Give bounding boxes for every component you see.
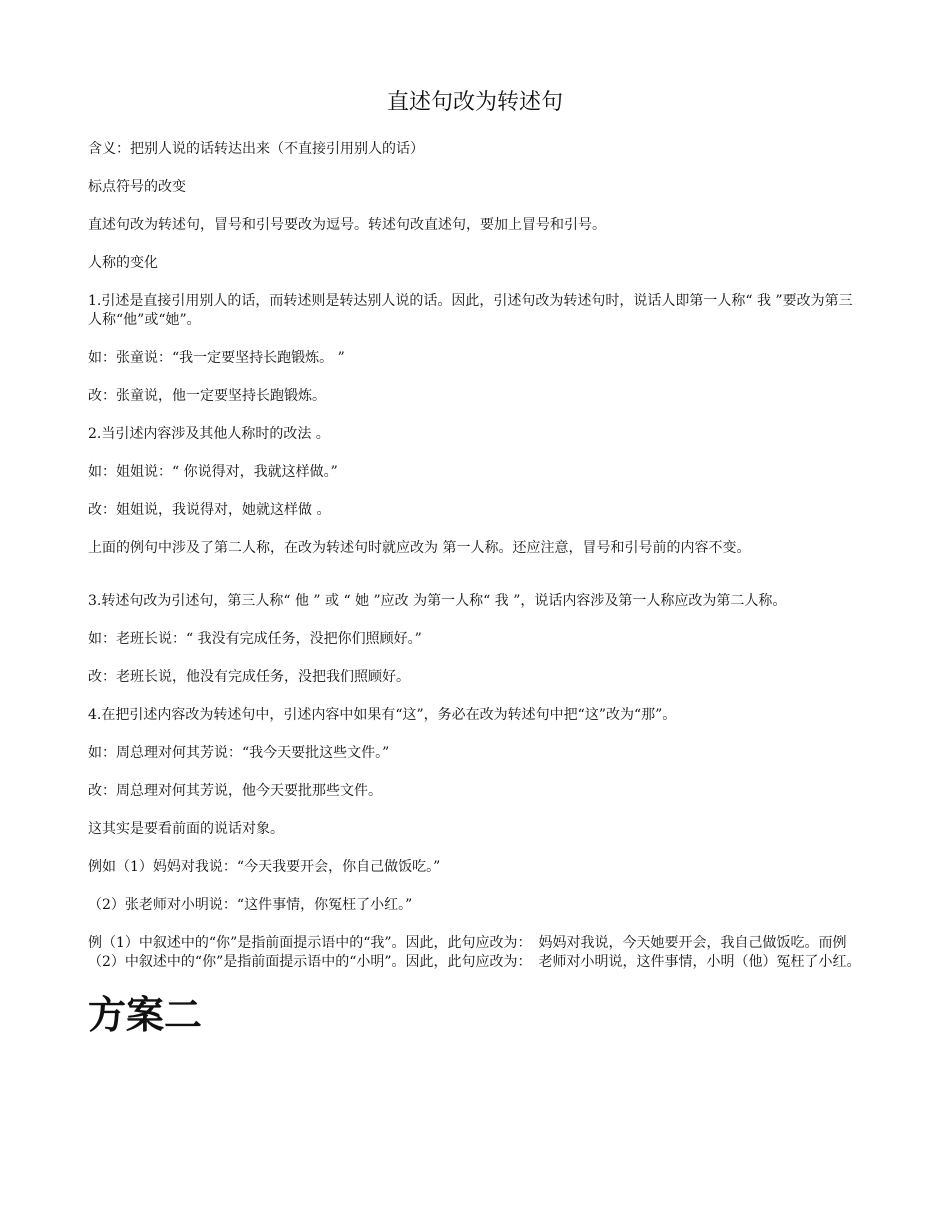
rule-2-note: 上面的例句中涉及了第二人称，在改为转述句时就应改为 第一人称。还应注意，冒号和引号前的内容不变。: [88, 540, 751, 556]
example-1-original: 如：张童说：“我一定要坚持长跑锻炼。 ”: [88, 350, 345, 366]
example-5-1: 例如（1）妈妈对我说：“今天我要开会，你自己做饭吃。”: [88, 859, 441, 875]
section-heading-punctuation: 标点符号的改变: [88, 179, 186, 195]
rule-3-paragraph: 3.转述句改为引述句，第三人称“ 他 ” 或 “ 她 ”应改 为第一人称“ 我 ”，说话内容涉及第一人称应改为第二人称。: [88, 593, 787, 609]
rule-1-paragraph: 1.引述是直接引用别人的话，而转述则是转达别人说的话。因此，引述句改为转述句时，说话人即第一人称“ 我 ”要改为第三人称“他”或“她”。: [88, 293, 853, 328]
example-5-2: （2）张老师对小明说：“这件事情，你冤枉了小红。”: [88, 897, 413, 913]
example-4-revised: 改：周总理对何其芳说，他今天要批那些文件。: [88, 783, 382, 799]
example-4-original: 如：周总理对何其芳说：“我今天要批这些文件。”: [88, 745, 390, 761]
example-2-revised: 改：姐姐说，我说得对，她就这样做 。: [88, 502, 331, 518]
speaker-note: 这其实是要看前面的说话对象。: [88, 821, 284, 837]
definition-paragraph: 含义：把别人说的话转达出来（不直接引用别人的话）: [88, 141, 424, 157]
rule-4-paragraph: 4.在把引述内容改为转述句中，引述内容中如果有“这”，务必在改为转述句中把“这”改为“那”。: [88, 707, 677, 723]
example-3-revised: 改：老班长说，他没有完成任务，没把我们照顾好。: [88, 669, 410, 685]
document-title: 直述句改为转述句: [386, 90, 563, 115]
example-5-explanation: 例（1）中叙述中的“你”是指前面提示语中的“我”。因此，此句应改为： 妈妈对我说，今天她要开会，我自己做饭吃。而例（2）中叙述中的“你”是指前面提示语中的“小明”。因此，此句应改为： 老师对小明说，这件事情，小明（他）冤枉了小红。: [88, 935, 861, 970]
rule-2-paragraph: 2.当引述内容涉及其他人称时的改法 。: [88, 426, 330, 442]
example-2-original: 如：姐姐说：“ 你说得对，我就这样做。”: [88, 464, 338, 480]
example-3-original: 如：老班长说：“ 我没有完成任务，没把你们照顾好。”: [88, 631, 422, 647]
section-heading-plan-two: 方案二: [88, 992, 203, 1037]
punctuation-rule-paragraph: 直述句改为转述句，冒号和引号要改为逗号。转述句改直述句，要加上冒号和引号。: [88, 217, 606, 233]
section-heading-person: 人称的变化: [88, 255, 158, 271]
example-1-revised: 改：张童说，他一定要坚持长跑锻炼。: [88, 388, 326, 404]
